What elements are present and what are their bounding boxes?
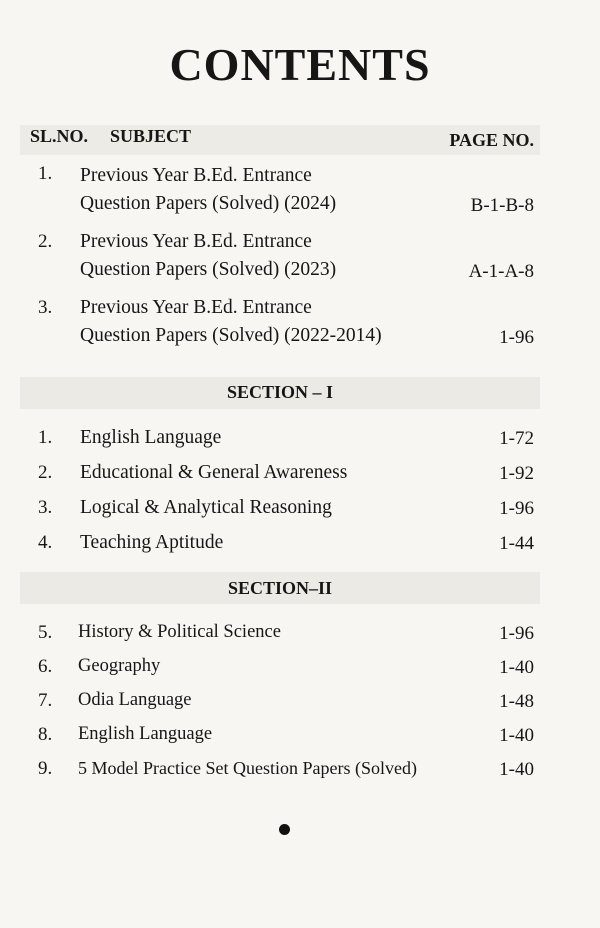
entry-pages: B-1-B-8 [470,195,534,216]
entry-subject: Teaching Aptitude [80,532,224,553]
entry-subject: English Language [78,724,213,744]
entry-number: 6. [38,656,53,677]
entry-subject-line1: Previous Year B.Ed. Entrance [80,231,312,252]
section-title: SECTION–II [227,578,333,598]
entry-number: 2. [38,462,53,483]
entry-subject: Logical & Analytical Reasoning [80,497,332,518]
entry-subject-line1: Previous Year B.Ed. Entrance [80,165,312,186]
entry-subject: English Language [80,427,222,448]
entry-pages: 1-40 [499,759,534,780]
entry-pages: 1-92 [499,463,534,484]
page-title: CONTENTS [169,39,431,90]
entry-number: 3. [38,497,53,518]
entry-subject-line1: Previous Year B.Ed. Entrance [80,297,312,318]
entry-pages: 1-72 [499,428,534,449]
section-title: SECTION – I [226,382,334,402]
entry-number: 4. [38,532,53,553]
entry-pages: 1-96 [499,623,534,644]
end-bullet [279,824,290,835]
entry-subject: Odia Language [78,690,192,710]
entry-pages: 1-44 [499,533,534,554]
entry-subject: Educational & General Awareness [80,462,348,483]
header-slno: SL.NO. [30,126,89,146]
entry-number: 3. [38,297,53,318]
entry-number: 7. [38,690,53,711]
entry-pages: 1-48 [499,691,534,712]
entry-number: 1. [38,163,53,184]
entry-subject: 5 Model Practice Set Question Papers (Solved) [78,758,417,778]
entry-number: 8. [38,724,53,745]
entry-pages: 1-40 [499,657,534,678]
header-page-no: PAGE NO. [449,130,534,150]
entry-subject: History & Political Science [78,622,281,642]
entry-subject-line2: Question Papers (Solved) (2023) [80,259,337,280]
entry-pages: 1-96 [499,327,534,348]
entry-pages: 1-96 [499,498,534,519]
entry-subject-line2: Question Papers (Solved) (2024) [80,193,337,214]
entry-number: 5. [38,622,53,643]
entry-subject: Geography [78,656,161,676]
header-subject: SUBJECT [110,126,192,146]
entry-number: 1. [38,427,53,448]
entry-subject-line2: Question Papers (Solved) (2022-2014) [80,325,382,346]
entry-number: 9. [38,758,53,779]
entry-number: 2. [38,231,53,252]
entry-pages: 1-40 [499,725,534,746]
entry-pages: A-1-A-8 [468,261,534,282]
